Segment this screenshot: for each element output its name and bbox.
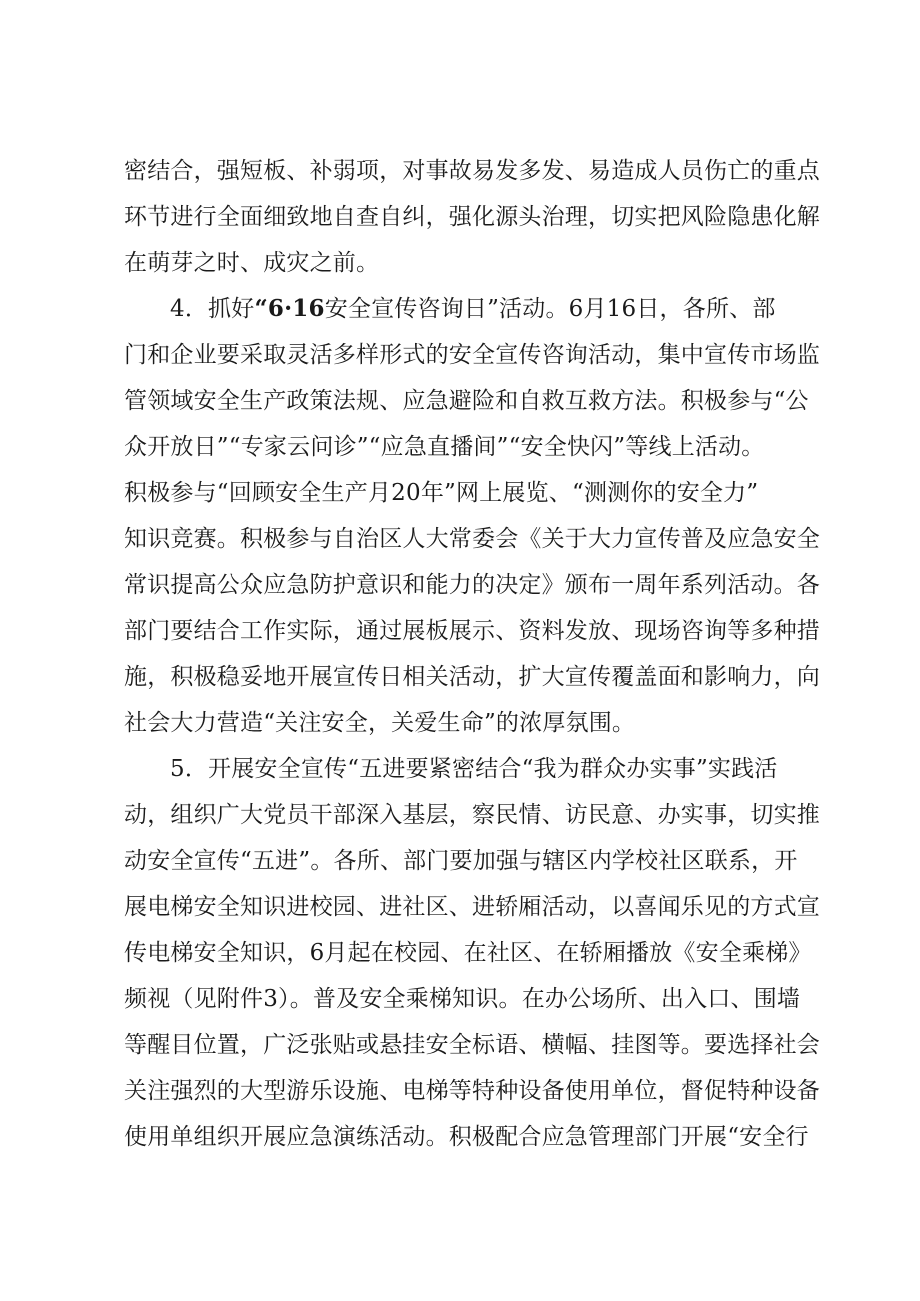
text-line: 众开放日”“专家云问诊”“应急直播间”“安全快闪”等线上活动。 <box>124 434 765 460</box>
text-line: 展电梯安全知识进校园、进社区、进轿厢活动，以喜闻乐见的方式宣 <box>124 894 820 920</box>
text-line: 传电梯安全知识，6月起在校园、在社区、在轿厢播放《安全乘梯》 <box>124 940 812 966</box>
text-line: 部门要结合工作实际，通过展板展示、资料发放、现场咨询等多种措 <box>124 618 820 644</box>
text-line: 频视（见附件3）。普及安全乘梯知识。在办公场所、出入口、围墙 <box>124 986 801 1012</box>
text-line: 环节进行全面细致地自查自纠，强化源头治理，切实把风险隐患化解 <box>124 204 820 230</box>
text-line: 知识竞赛。积极参与自治区人大常委会《关于大力宣传普及应急安全 <box>124 526 820 552</box>
text-line: 施，积极稳妥地开展宣传日相关活动，扩大宣传覆盖面和影响力，向 <box>124 664 820 690</box>
text-line: 动安全宣传“五进”。各所、部门要加强与辖区内学校社区联系，开 <box>124 848 798 874</box>
text-line: 常识提高公众应急防护意识和能力的决定》颁布一周年系列活动。各 <box>124 572 820 598</box>
document-body <box>124 148 820 1160</box>
paragraph-4 <box>124 286 820 746</box>
text-line: 使用单组织开展应急演练活动。积极配合应急管理部门开展“安全行 <box>124 1124 809 1150</box>
first-line-rest: 安全宣传咨询日”活动。6月16日，各所、部 <box>324 296 776 322</box>
text-line: 管领域安全生产政策法规、应急避险和自救互救方法。积极参与“公 <box>124 388 809 414</box>
text-line: 等醒目位置，广泛张贴或悬挂安全标语、横幅、挂图等。要选择社会 <box>124 1032 820 1058</box>
emphasis-date: “6·16 <box>254 295 325 322</box>
text-line: 门和企业要采取灵活多样形式的安全宣传咨询活动，集中宣传市场监 <box>124 342 820 368</box>
text-line: 社会大力营造“关注安全，关爱生命”的浓厚氛围。 <box>124 710 636 736</box>
paragraph-5 <box>124 746 820 1160</box>
item-number-4: 4．抓好 <box>170 296 255 322</box>
text-line: 关注强烈的大型游乐设施、电梯等特种设备使用单位，督促特种设备 <box>124 1078 820 1104</box>
text-line: 在萌芽之时、成灾之前。 <box>124 250 380 276</box>
paragraph-5-first-line: 5．开展安全宣传“五进要紧密结合“我为群众办实事”实践活 <box>170 756 778 782</box>
text-line: 积极参与“回顾安全生产月20年”网上展览、“测测你的安全力” <box>124 480 759 506</box>
text-line: 动，组织广大党员干部深入基层，察民情、访民意、办实事，切实推 <box>124 802 820 828</box>
text-line: 密结合，强短板、补弱项，对事故易发多发、易造成人员伤亡的重点 <box>124 158 820 184</box>
paragraph-4-first-line <box>124 286 804 332</box>
paragraph-continued <box>124 148 820 286</box>
